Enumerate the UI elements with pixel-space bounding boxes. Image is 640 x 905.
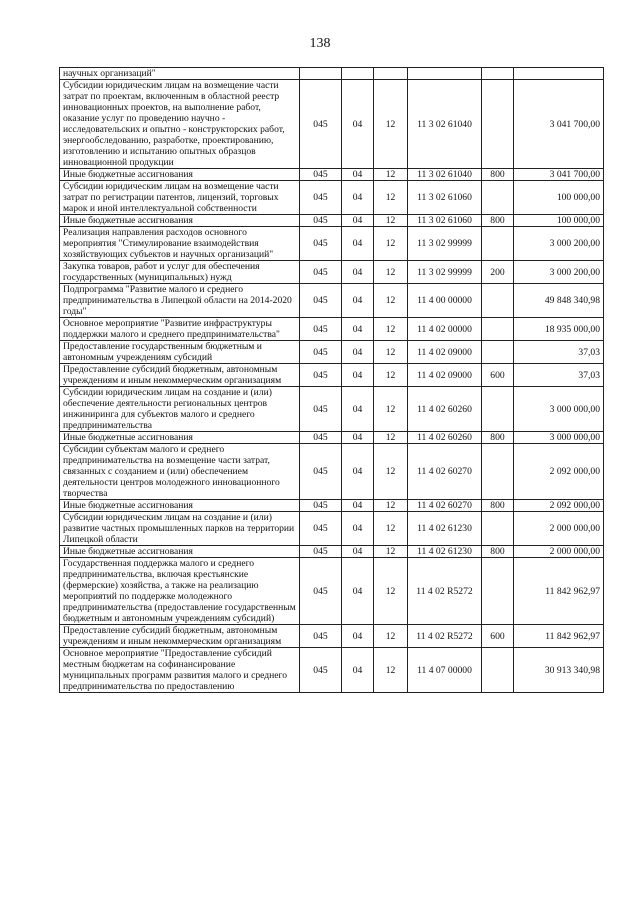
subsection-code-cell: 12	[374, 341, 408, 364]
section-code-cell: 04	[342, 80, 374, 169]
expense-name-cell: Основное мероприятие "Предоставление субсидий местным бюджетам на софинансирование муниципальных программ развития малого и среднего предпринимательства по предоставлению	[60, 648, 300, 693]
expense-type-cell	[482, 80, 514, 169]
ministry-code-cell: 045	[300, 215, 342, 227]
amount-cell: 18 935 000,00	[514, 318, 604, 341]
table-row	[60, 432, 604, 444]
section-code-cell: 04	[342, 341, 374, 364]
expense-type-cell: 600	[482, 364, 514, 387]
ministry-code-cell: 045	[300, 318, 342, 341]
section-code-cell: 04	[342, 625, 374, 648]
amount-cell: 3 000 200,00	[514, 227, 604, 261]
table-row	[60, 512, 604, 546]
section-code-cell	[342, 68, 374, 80]
target-article-cell: 11 4 02 60260	[408, 432, 482, 444]
table-row	[60, 625, 604, 648]
table-row	[60, 558, 604, 625]
ministry-code-cell: 045	[300, 387, 342, 432]
table-row	[60, 261, 604, 284]
ministry-code-cell: 045	[300, 625, 342, 648]
amount-cell: 100 000,00	[514, 181, 604, 215]
expense-name-cell: Реализация направления расходов основного мероприятия "Стимулирование взаимодействия хозяйствующих субъектов и научных организаций"	[60, 227, 300, 261]
section-code-cell: 04	[342, 512, 374, 546]
expense-name-cell: научных организаций"	[60, 68, 300, 80]
expense-type-cell	[482, 68, 514, 80]
section-code-cell: 04	[342, 169, 374, 181]
expense-type-cell	[482, 444, 514, 500]
ministry-code-cell: 045	[300, 500, 342, 512]
ministry-code-cell: 045	[300, 261, 342, 284]
subsection-code-cell: 12	[374, 558, 408, 625]
amount-cell: 100 000,00	[514, 215, 604, 227]
subsection-code-cell: 12	[374, 625, 408, 648]
target-article-cell: 11 4 02 00000	[408, 318, 482, 341]
expense-type-cell	[482, 648, 514, 693]
subsection-code-cell: 12	[374, 80, 408, 169]
amount-cell: 2 000 000,00	[514, 512, 604, 546]
expense-name-cell: Субсидии юридическим лицам на возмещение части затрат по проектам, включенным в областной реестр инновационных проектов, на выполнение работ, оказание услуг по проведению научно - исследовательских и опытно - конструкторских работ, энергообследованию, разработке, проектированию, изготовлению и испытанию опытных образцов инновационной продукции	[60, 80, 300, 169]
table-row	[60, 80, 604, 169]
ministry-code-cell: 045	[300, 432, 342, 444]
amount-cell: 2 000 000,00	[514, 546, 604, 558]
expense-name-cell: Иные бюджетные ассигнования	[60, 546, 300, 558]
amount-cell: 37,03	[514, 341, 604, 364]
amount-cell: 30 913 340,98	[514, 648, 604, 693]
target-article-cell: 11 4 02 60270	[408, 500, 482, 512]
expense-name-cell: Иные бюджетные ассигнования	[60, 215, 300, 227]
target-article-cell: 11 4 02 61230	[408, 512, 482, 546]
ministry-code-cell: 045	[300, 364, 342, 387]
section-code-cell: 04	[342, 364, 374, 387]
table-row	[60, 546, 604, 558]
table-row	[60, 68, 604, 80]
target-article-cell: 11 4 02 R5272	[408, 625, 482, 648]
section-code-cell: 04	[342, 558, 374, 625]
expense-type-cell	[482, 318, 514, 341]
section-code-cell: 04	[342, 181, 374, 215]
table-row	[60, 364, 604, 387]
expense-name-cell: Иные бюджетные ассигнования	[60, 432, 300, 444]
target-article-cell: 11 3 02 99999	[408, 227, 482, 261]
expense-name-cell: Субсидии субъектам малого и среднего предпринимательства на возмещение части затрат, связанных с созданием и (или) обеспечением деятельности центров молодежного инновационного творчества	[60, 444, 300, 500]
target-article-cell	[408, 68, 482, 80]
expense-name-cell: Субсидии юридическим лицам на создание и (или) развитие частных промышленных парков на территории Липецкой области	[60, 512, 300, 546]
ministry-code-cell	[300, 68, 342, 80]
amount-cell: 49 848 340,98	[514, 284, 604, 318]
ministry-code-cell: 045	[300, 169, 342, 181]
table-row	[60, 341, 604, 364]
expense-type-cell: 800	[482, 215, 514, 227]
subsection-code-cell: 12	[374, 261, 408, 284]
expense-type-cell	[482, 341, 514, 364]
expense-name-cell: Подпрограмма "Развитие малого и среднего предпринимательства в Липецкой области на 2014-2020 годы"	[60, 284, 300, 318]
expense-type-cell: 800	[482, 169, 514, 181]
table-row	[60, 227, 604, 261]
expense-type-cell	[482, 227, 514, 261]
amount-cell: 2 092 000,00	[514, 444, 604, 500]
amount-cell: 3 041 700,00	[514, 169, 604, 181]
section-code-cell: 04	[342, 261, 374, 284]
expense-name-cell: Предоставление государственным бюджетным и автономным учреждениям субсидий	[60, 341, 300, 364]
target-article-cell: 11 4 02 09000	[408, 341, 482, 364]
target-article-cell: 11 4 02 61230	[408, 546, 482, 558]
subsection-code-cell: 12	[374, 284, 408, 318]
subsection-code-cell: 12	[374, 432, 408, 444]
subsection-code-cell: 12	[374, 169, 408, 181]
ministry-code-cell: 045	[300, 227, 342, 261]
expense-name-cell: Предоставление субсидий бюджетным, автономным учреждениям и иным некоммерческим организациям	[60, 625, 300, 648]
ministry-code-cell: 045	[300, 546, 342, 558]
ministry-code-cell: 045	[300, 341, 342, 364]
page-number: 138	[309, 36, 331, 51]
expense-type-cell: 800	[482, 432, 514, 444]
subsection-code-cell: 12	[374, 318, 408, 341]
amount-cell	[514, 68, 604, 80]
target-article-cell: 11 3 02 99999	[408, 261, 482, 284]
expense-type-cell: 800	[482, 546, 514, 558]
target-article-cell: 11 3 02 61060	[408, 181, 482, 215]
expense-name-cell: Государственная поддержка малого и среднего предпринимательства, включая крестьянские (фермерские) хозяйства, а также на реализацию мероприятий по поддержке молодежного предпринимательства (предоставление государственным бюджетным и автономным учреждениям субсидий)	[60, 558, 300, 625]
amount-cell: 3 000 000,00	[514, 387, 604, 432]
section-code-cell: 04	[342, 387, 374, 432]
table-row	[60, 318, 604, 341]
table-row	[60, 169, 604, 181]
section-code-cell: 04	[342, 444, 374, 500]
ministry-code-cell: 045	[300, 284, 342, 318]
ministry-code-cell: 045	[300, 181, 342, 215]
ministry-code-cell: 045	[300, 444, 342, 500]
section-code-cell: 04	[342, 215, 374, 227]
amount-cell: 3 000 200,00	[514, 261, 604, 284]
table-row	[60, 500, 604, 512]
subsection-code-cell: 12	[374, 546, 408, 558]
target-article-cell: 11 4 02 60260	[408, 387, 482, 432]
amount-cell: 37,03	[514, 364, 604, 387]
section-code-cell: 04	[342, 648, 374, 693]
expense-type-cell	[482, 387, 514, 432]
target-article-cell: 11 3 02 61040	[408, 169, 482, 181]
expense-name-cell: Предоставление субсидий бюджетным, автономным учреждениям и иным некоммерческим организациям	[60, 364, 300, 387]
expense-name-cell: Субсидии юридическим лицам на создание и (или) обеспечение деятельности региональных центров инжиниринга для субъектов малого и среднего предпринимательства	[60, 387, 300, 432]
section-code-cell: 04	[342, 500, 374, 512]
amount-cell: 11 842 962,97	[514, 558, 604, 625]
subsection-code-cell	[374, 68, 408, 80]
subsection-code-cell: 12	[374, 227, 408, 261]
expense-type-cell	[482, 284, 514, 318]
subsection-code-cell: 12	[374, 181, 408, 215]
section-code-cell: 04	[342, 284, 374, 318]
subsection-code-cell: 12	[374, 512, 408, 546]
table-row	[60, 387, 604, 432]
target-article-cell: 11 3 02 61040	[408, 80, 482, 169]
target-article-cell: 11 4 02 09000	[408, 364, 482, 387]
table-row	[60, 648, 604, 693]
section-code-cell: 04	[342, 546, 374, 558]
amount-cell: 2 092 000,00	[514, 500, 604, 512]
ministry-code-cell: 045	[300, 648, 342, 693]
budget-table	[59, 67, 604, 693]
subsection-code-cell: 12	[374, 387, 408, 432]
expense-type-cell	[482, 181, 514, 215]
subsection-code-cell: 12	[374, 444, 408, 500]
subsection-code-cell: 12	[374, 364, 408, 387]
target-article-cell: 11 4 02 60270	[408, 444, 482, 500]
target-article-cell: 11 4 02 R5272	[408, 558, 482, 625]
amount-cell: 3 041 700,00	[514, 80, 604, 169]
expense-name-cell: Иные бюджетные ассигнования	[60, 169, 300, 181]
amount-cell: 11 842 962,97	[514, 625, 604, 648]
expense-type-cell: 200	[482, 261, 514, 284]
target-article-cell: 11 3 02 61060	[408, 215, 482, 227]
expense-type-cell	[482, 558, 514, 625]
table-row	[60, 181, 604, 215]
ministry-code-cell: 045	[300, 80, 342, 169]
ministry-code-cell: 045	[300, 558, 342, 625]
expense-name-cell: Основное мероприятие "Развитие инфраструктуры поддержки малого и среднего предпринимательства"	[60, 318, 300, 341]
table-row	[60, 284, 604, 318]
subsection-code-cell: 12	[374, 500, 408, 512]
section-code-cell: 04	[342, 432, 374, 444]
table-row	[60, 444, 604, 500]
expense-name-cell: Закупка товаров, работ и услуг для обеспечения государственных (муниципальных) нужд	[60, 261, 300, 284]
expense-type-cell: 800	[482, 500, 514, 512]
subsection-code-cell: 12	[374, 215, 408, 227]
expense-name-cell: Субсидии юридическим лицам на возмещение части затрат по регистрации патентов, лицензий, торговых марок и иной интеллектуальной собственности	[60, 181, 300, 215]
expense-type-cell: 600	[482, 625, 514, 648]
expense-type-cell	[482, 512, 514, 546]
subsection-code-cell: 12	[374, 648, 408, 693]
amount-cell: 3 000 000,00	[514, 432, 604, 444]
section-code-cell: 04	[342, 227, 374, 261]
table-row	[60, 215, 604, 227]
target-article-cell: 11 4 07 00000	[408, 648, 482, 693]
ministry-code-cell: 045	[300, 512, 342, 546]
section-code-cell: 04	[342, 318, 374, 341]
target-article-cell: 11 4 00 00000	[408, 284, 482, 318]
expense-name-cell: Иные бюджетные ассигнования	[60, 500, 300, 512]
